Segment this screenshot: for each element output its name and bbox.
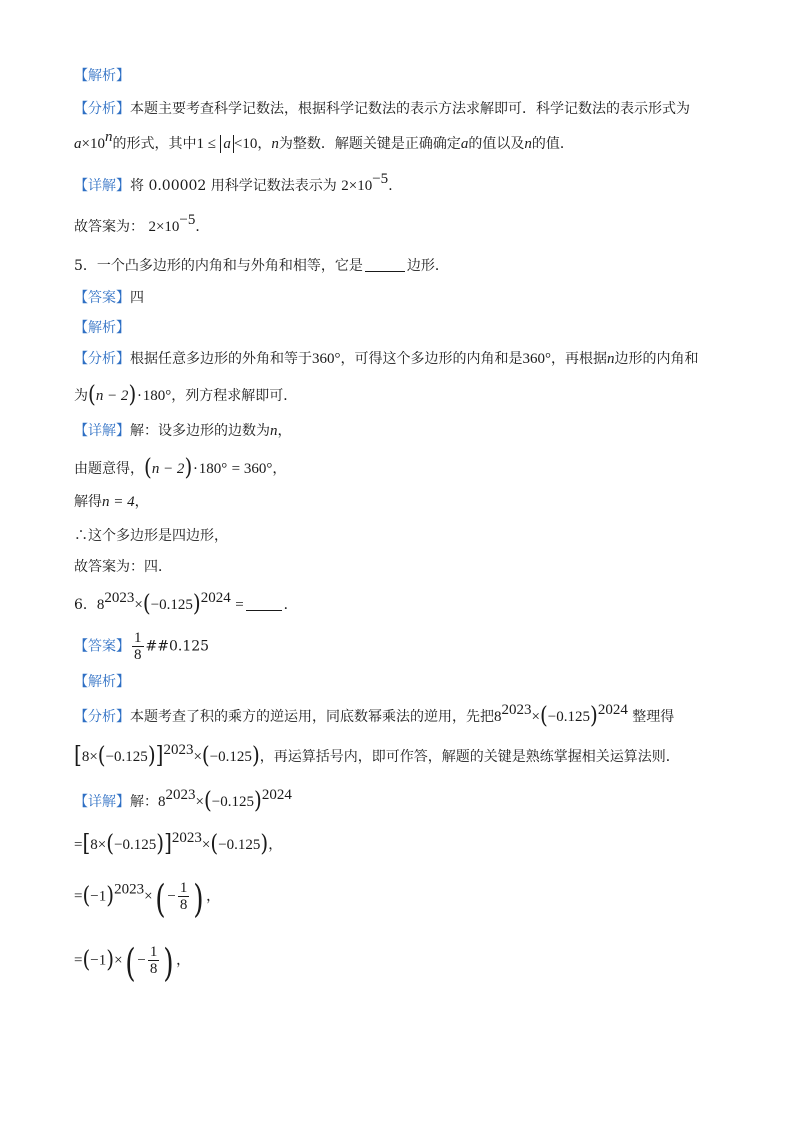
q4-fenxi-line2: $a\times 10^n$的形式，其中1 ≤ a <10，n为整数．解题关键是正确确定a的值以及n的值．: [74, 129, 574, 152]
q5-analysis-heading: 【解析】: [74, 320, 130, 336]
q5-answer: 【答案】四: [74, 290, 144, 306]
q5-detail-line: 【详解】解：设多边形的边数为n，: [74, 423, 292, 439]
q5-final: 故答案为：四．: [74, 559, 172, 575]
q6-fenxi-line: 【分析】本题考查了积的乘方的逆运用，同底数幂乘法的逆用，先把$8^{2023}\times(-0.125)^{2024}$ 整理得: [74, 701, 675, 729]
q4-fenxi-text: 本题主要考查科学记数法，根据科学记数法的表示方法求解即可．科学记数法的表示形式为: [130, 101, 690, 117]
analysis-heading: [74, 66, 130, 86]
answer-tag: 【答案】: [74, 290, 130, 306]
fenxi-tag: 【分析】: [74, 101, 130, 117]
q5-fenxi-line: 【分析】根据任意多边形的外角和等于360°，可得这个多边形的内角和是360°，再根据n边形的内角和: [74, 351, 699, 367]
q6-step2: $=(-1)^{2023}\times$( − $\frac{1}{8}$ ) ，: [74, 876, 221, 921]
q5-step2: 解得n = 4，: [74, 494, 149, 510]
abs-a: a: [220, 135, 234, 153]
q4-fenxi-line: [74, 99, 690, 119]
answer-blank: [365, 258, 405, 272]
q6-step1: $=[8\times(-0.125)]^{2023}\times(-0.125)$，: [74, 829, 283, 857]
q4-final-line: 故答案为： $2\times 10^{-5}$．: [74, 212, 210, 235]
q5-question: 5．一个凸多边形的内角和与外角和相等，它是 边形．: [74, 258, 449, 274]
q6-answer: 【答案】 $\frac{1}{8}$ ##0.125: [74, 630, 210, 663]
q6-fenxi-line2: $[8\times(-0.125)]^{2023}\times(-0.125)$，再运算括号内，即可作答，解题的关键是熟练掌握相关运算法则．: [74, 741, 680, 769]
q4-detail-line: 【详解】将 0.00002 用科学记数法表示为 $2\times 10^{-5}$．: [74, 171, 403, 194]
analysis-tag: 【解析】: [74, 68, 130, 84]
answer-blank: [246, 597, 282, 611]
q6-analysis-heading: 【解析】: [74, 674, 130, 690]
q6-step3: =(−1)×( − $\frac{1}{8}$ ) ，: [74, 940, 191, 985]
q6-detail-line: 【详解】解：$8^{2023}\times(-0.125)^{2024}$: [74, 786, 292, 814]
q5-step3: ∴这个多边形是四边形，: [74, 528, 228, 544]
detail-tag: 【详解】: [74, 178, 130, 194]
q5-step1: 由题意得，(n − 2)·180° = 360°，: [74, 453, 287, 481]
q6-question: 6．$8^{2023}\times(-0.125)^{2024}$ = ．: [74, 589, 298, 617]
q5-fenxi-line2: 为(n − 2)·180°，列方程求解即可．: [74, 380, 298, 408]
math-a: a: [74, 136, 82, 152]
fraction-one-eighth: $\frac{1}{8}$: [134, 630, 142, 663]
